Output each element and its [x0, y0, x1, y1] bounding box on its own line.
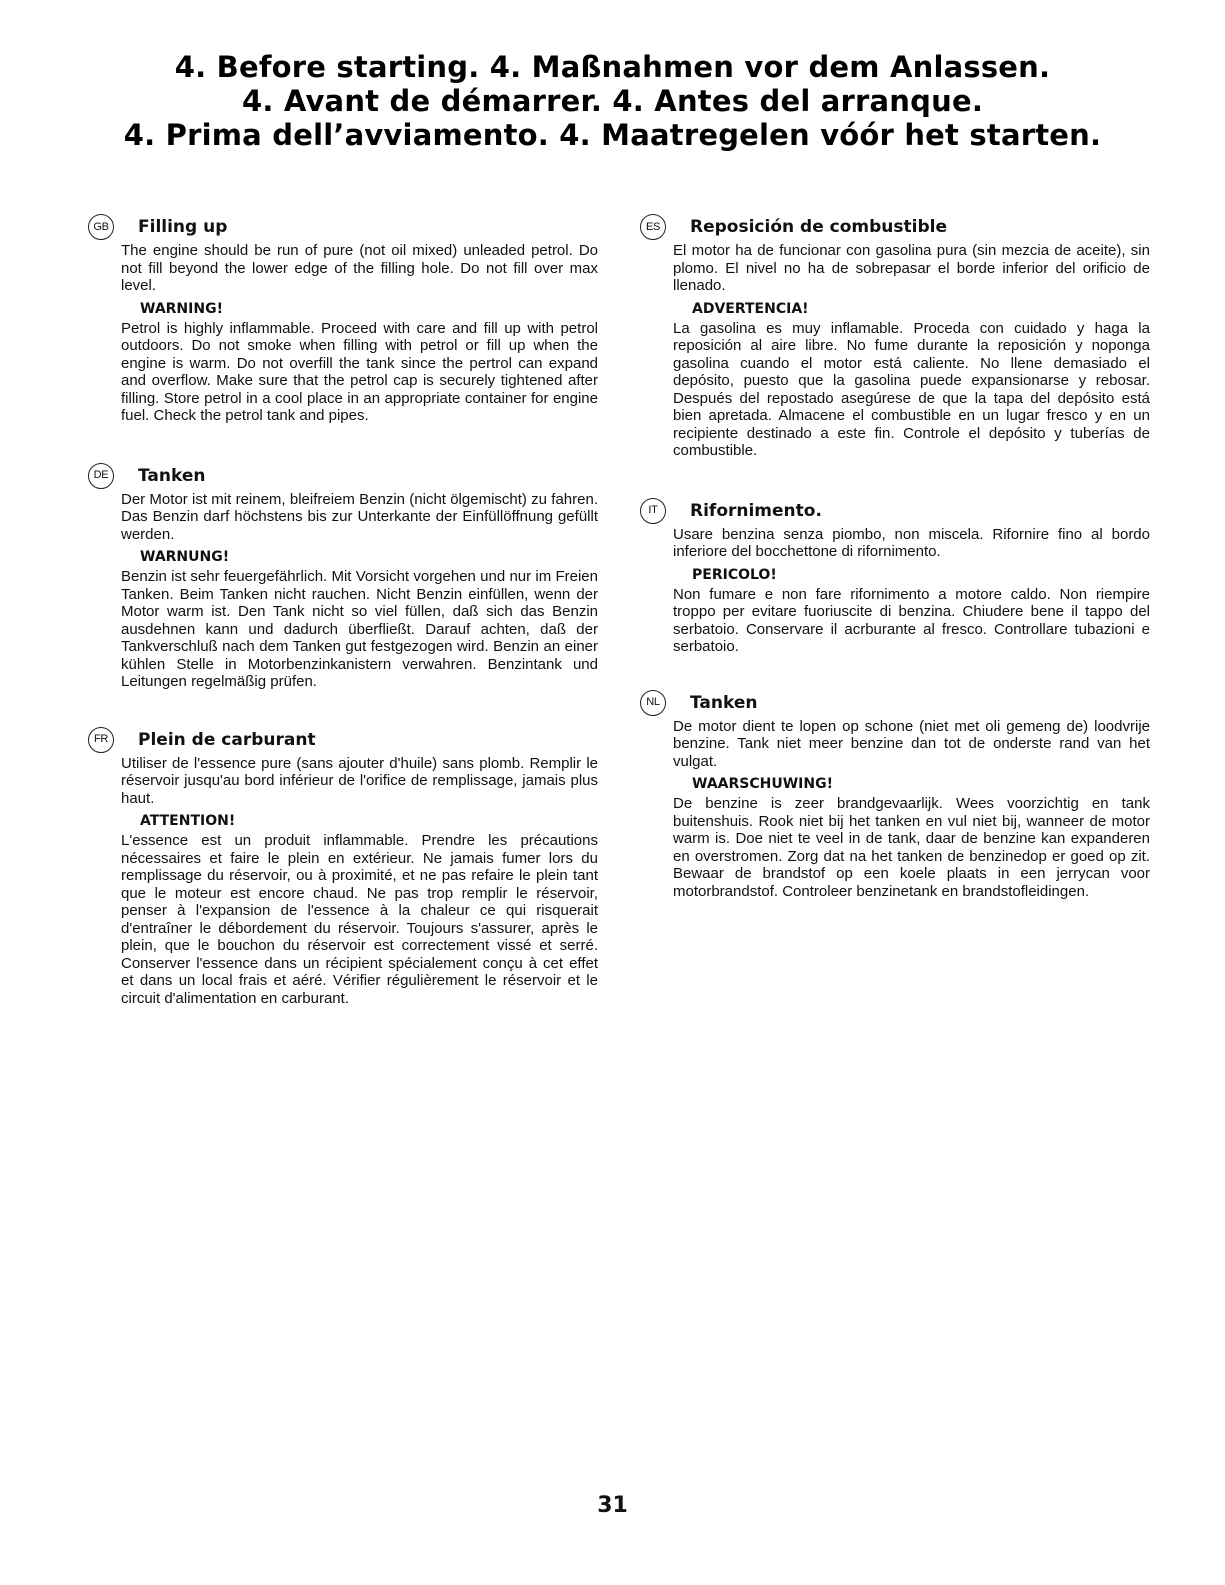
section-body-nl: De motor dient te lopen op schone (niet met oli gemeng de) loodvrije benzine. Tank niet meer benzine dan tot de onderste rand van het vulgat. — [673, 717, 1150, 770]
warning-title-it: PERICOLO! — [692, 566, 777, 583]
section-title-es: Reposición de combustible — [690, 217, 947, 237]
warning-text-de: Benzin ist sehr feuergefährlich. Mit Vorsicht vorgehen und nur im Freien Tanken. Beim Tanken nicht rauchen. Nicht Benzin einfüllen, wenn der Motor warm ist. Den Tank nicht so viel füllen, daß sich das Benzin ausdehnen kann und dadurch überfließt. Darauf achten, daß der Tankverschluß nach dem Tanken gut festgezogen wird. Benzin an einer kühlen Stelle in Motorbenzinkanistern verwahren. Benzintank und Leitungen regelmäßig prüfen. — [121, 568, 598, 690]
section-header-fr — [88, 725, 598, 755]
section-body-it: Usare benzina senza piombo, non miscela. Rifornire fino al bordo inferiore del bocchettone di rifornimento. — [673, 525, 1150, 560]
section-title-nl: Tanken — [690, 692, 758, 713]
warning-text-gb: Petrol is highly inflammable. Proceed with care and fill up with petrol outdoors. Do not smoke when filling with petrol or fill up when the engine is warm. Do not overfill the tank since the pertrol can expand and overflow. Make sure that the petrol cap is securely tightened after filling. Store petrol in a cool place in an appropriate container for engine fuel. Check the petrol tank and pipes. — [121, 319, 598, 424]
language-badge-es-icon: ES — [640, 214, 666, 240]
right-column — [640, 212, 1150, 930]
section-es — [640, 212, 1150, 460]
warning-text-fr: L'essence est un produit inflammable. Prendre les précautions nécessaires et faire le plein en extérieur. Ne jamais fumer lors du remplissage du réservoir, ou à proximité, et ne pas refaire le plein tant que le moteur est encore chaud. Ne pas trop remplir le réservoir, penser à l'expansion de l'essence à la chaleur ce qui risquerait d'entraîner le débordement du réservoir. Toujours s'assurer, après le plein, que le bouchon du réservoir est correctement vissé et serré. Conserver l'essence dans un récipient spécialement conçu à cet effet et dans un local frais et aéré. Vérifier régulièrement le réservoir et le circuit d'alimentation en carburant. — [121, 832, 598, 1007]
warning-text-es: La gasolina es muy inflamable. Proceda con cuidado y haga la reposición al aire libre. No fume durante la reposición y noponga gasolina cuando el motor está caliente. No llene demasiado el depósito, puesto que la gasolina puede expansionarse y rebosar. Después del repostado asegúrese de que la tapa del depósito está bien apretada. Almacene el combustible en un lugar fresco y en un recipiente destinado a este fin. Controle el depósito y tuberías de combustible. — [673, 319, 1150, 459]
section-body-de: Der Motor ist mit reinem, bleifreiem Benzin (nicht ölgemischt) zu fahren. Das Benzin darf höchstens bis zur Unterkante der Einfüllöffnung gefüllt werden. — [121, 490, 598, 543]
section-title-gb: Filling up — [138, 217, 228, 237]
section-title-de: Tanken — [138, 465, 206, 486]
warning-text-it: Non fumare e non fare rifornimento a motore caldo. Non riempire troppo per evitare fuoriuscite di benzina. Chiudere bene il tappo del serbatoio. Conservare il acrburante al fresco. Controllare tubazioni e serbatoio. — [673, 585, 1150, 655]
left-column — [88, 212, 598, 1037]
section-body-gb: The engine should be run of pure (not oil mixed) unleaded petrol. Do not fill beyond the lower edge of the filling hole. Do not fill over max level. — [121, 242, 598, 294]
page-titles — [0, 50, 1225, 152]
section-body-fr: Utiliser de l'essence pure (sans ajouter d'huile) sans plomb. Remplir le réservoir jusqu'au bord inférieur de l'orifice de remplissage, jamais plus haut. — [121, 754, 598, 807]
warning-title-de: WARNUNG! — [140, 549, 230, 565]
language-badge-gb-icon: GB — [88, 214, 114, 240]
language-badge-fr-icon: FR — [88, 727, 114, 753]
warning-title-es: ADVERTENCIA! — [692, 300, 809, 317]
language-badge-de-icon: DE — [88, 463, 114, 489]
section-header-de — [88, 461, 598, 491]
section-body-es: El motor ha de funcionar con gasolina pura (sin mezcia de aceite), sin plomo. El nivel no ha de sobrepasar el borde inferior del orificio de llenado. — [673, 242, 1150, 294]
title-line-3: 4. Prima dell’avviamento. 4. Maatregelen vóór het starten. — [123, 118, 1102, 152]
warning-title-nl: WAARSCHUWING! — [692, 776, 833, 792]
warning-title-gb: WARNING! — [140, 300, 223, 317]
section-title-fr: Plein de carburant — [138, 729, 316, 750]
language-badge-it-icon: IT — [640, 498, 666, 524]
warning-title-fr: ATTENTION! — [140, 813, 236, 829]
section-header-it — [640, 496, 1150, 526]
title-line-2: 4. Avant de démarrer. 4. Antes del arranque. — [241, 84, 984, 118]
warning-text-nl: De benzine is zeer brandgevaarlijk. Wees voorzichtig en tank buitenshuis. Rook niet bij het tanken en vul niet bij, wanneer de motor warm is. Doe niet te veel in de tank, daar de benzine kan expanderen en overstromen. Zorg dat na het tanken de benzinedop er goed op zit. Bewaar de brandstof op een koele plaats in een jerrycan voor motorbrandstof. Controleer benzinetank en brandstofleidingen. — [673, 795, 1150, 900]
section-title-it: Rifornimento. — [690, 500, 822, 521]
section-header-nl — [640, 688, 1150, 718]
page-number: 31 — [597, 1493, 628, 1518]
language-badge-nl-icon: NL — [640, 690, 666, 716]
section-it — [640, 496, 1150, 656]
section-header-gb — [88, 212, 598, 242]
section-nl — [640, 688, 1150, 901]
section-header-es — [640, 212, 1150, 242]
section-de — [88, 461, 598, 691]
section-gb — [88, 212, 598, 425]
title-line-1: 4. Before starting. 4. Maßnahmen vor dem Anlassen. — [174, 50, 1051, 84]
section-fr — [88, 725, 598, 1008]
